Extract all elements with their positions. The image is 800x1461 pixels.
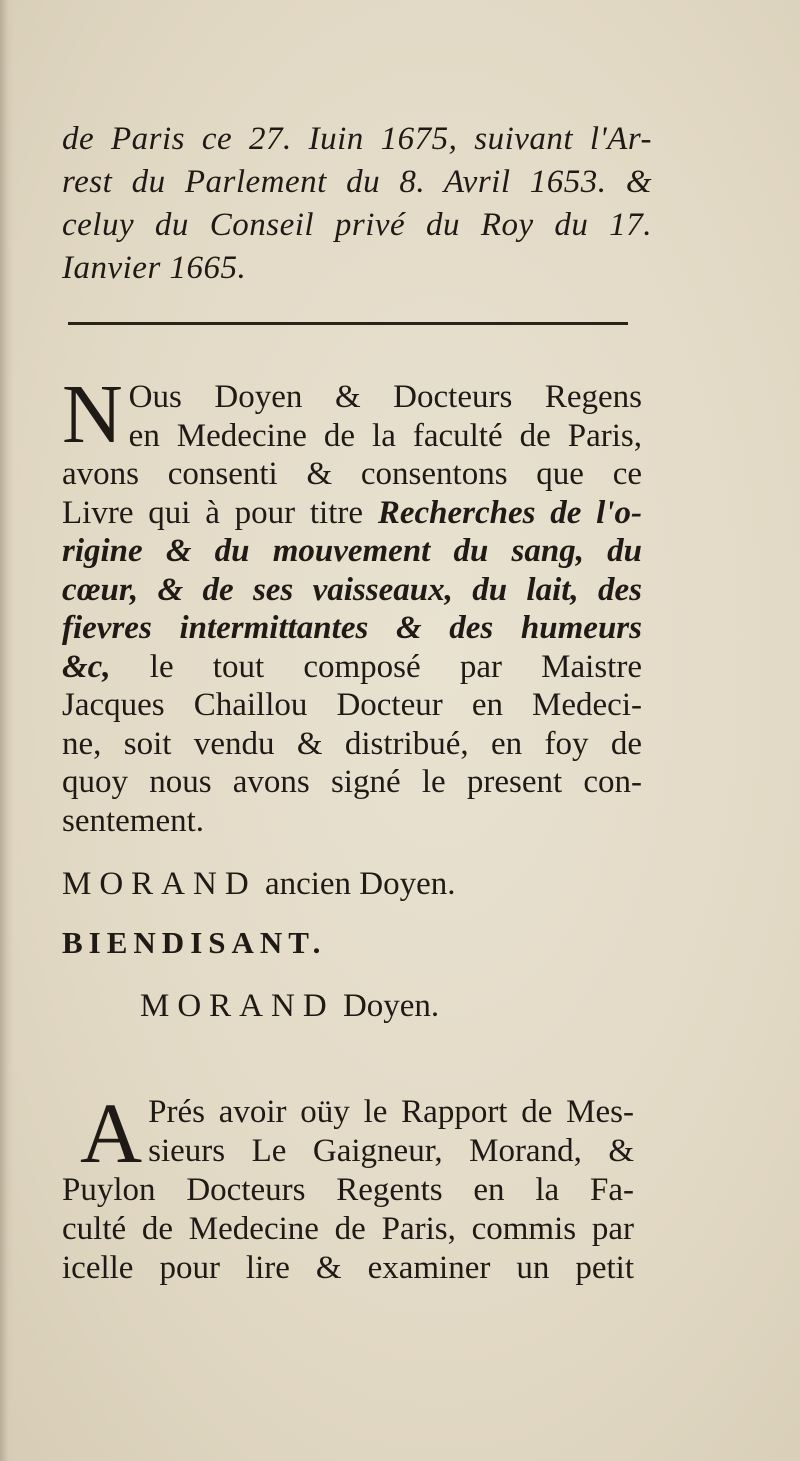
book-title-text: Recherches de l'o-: [377, 494, 642, 531]
privilege-paragraph: [62, 118, 652, 290]
signature-morand-ancien: [62, 866, 456, 903]
section-divider: [68, 322, 628, 325]
drop-cap: A: [80, 1085, 143, 1181]
approbation-line: [62, 648, 642, 687]
approbation-text: le tout composé par Maistre: [149, 648, 642, 685]
permission-paragraph: [62, 1085, 634, 1288]
signature-title: ancien Doyen.: [264, 866, 456, 902]
approbation-line: Ous Doyen & Docteurs Regens: [128, 379, 642, 415]
signature-title: Doyen.: [342, 988, 440, 1024]
privilege-line: rest du Parlement du 8. Avril 1653. &: [62, 164, 652, 200]
permission-line: icelle pour lire & examiner un petit: [62, 1250, 634, 1286]
etc-text: &c,: [62, 648, 111, 685]
permission-line: sieurs Le Gaigneur, Morand, &: [148, 1133, 634, 1169]
page-gutter-shadow: [0, 0, 14, 1461]
signature-name: MORAND: [140, 988, 335, 1024]
signature-morand-doyen: [140, 988, 439, 1025]
approbation-paragraph: [62, 368, 642, 840]
approbation-line: en Medecine de la faculté de Paris,: [128, 417, 642, 454]
approbation-line: Jacques Chaillou Docteur en Medeci-: [62, 687, 642, 723]
approbation-line: rigine & du mouvement du sang, du: [62, 533, 642, 569]
approbation-line: quoy nous avons signé le present con-: [62, 764, 642, 800]
approbation-line: cœur, & de ses vaisseaux, du lait, des: [62, 571, 642, 608]
privilege-line: celuy du Conseil privé du Roy du 17.: [62, 207, 652, 243]
approbation-text: Livre qui à pour titre: [62, 494, 364, 531]
privilege-line: de Paris ce 27. Iuin 1675, suivant l'Ar-: [62, 121, 652, 157]
permission-line: Puylon Docteurs Regents en la Fa-: [62, 1172, 634, 1208]
approbation-line: [62, 494, 642, 533]
permission-line: Prés avoir oüy le Rapport de Mes-: [148, 1094, 634, 1130]
approbation-line: fievres intermittantes & des humeurs: [62, 610, 642, 646]
signature-name: MORAND: [62, 866, 257, 902]
drop-cap: N: [62, 368, 123, 461]
approbation-line: sentement.: [62, 802, 205, 839]
approbation-line: ne, soit vendu & distribué, en foy de: [62, 725, 642, 762]
privilege-line: Ianvier 1665.: [62, 250, 247, 286]
permission-line: culté de Medecine de Paris, commis par: [62, 1211, 634, 1247]
approbation-line: avons consenti & consentons que ce: [62, 456, 642, 492]
signature-biendisant: BIENDISANT.: [62, 925, 327, 960]
